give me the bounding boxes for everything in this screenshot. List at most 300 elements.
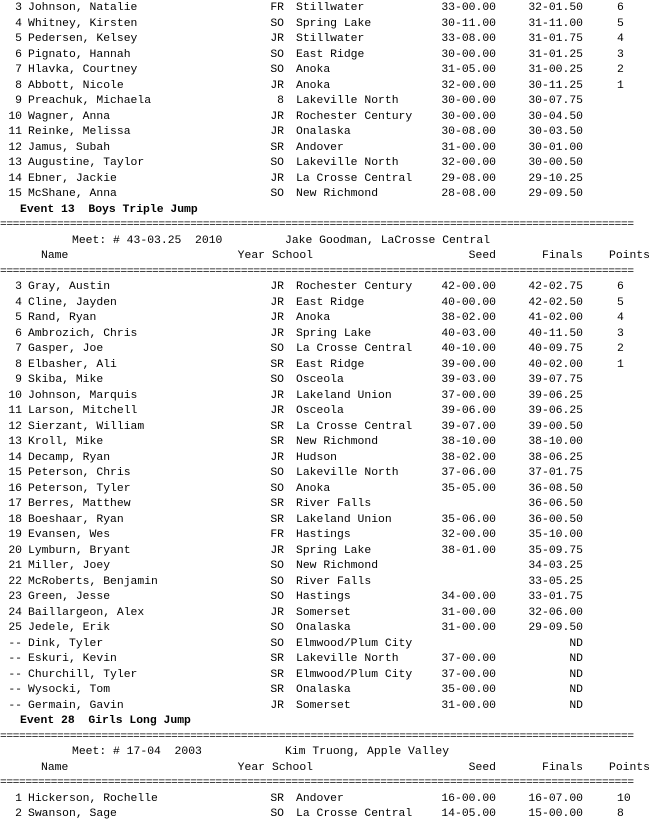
- table-row: [0, 94, 650, 110]
- final-mark: 39-06.25: [528, 405, 583, 417]
- year: JR: [270, 606, 284, 619]
- athlete-name: Berres, Matthew: [28, 498, 131, 510]
- table-row: [0, 699, 650, 715]
- athlete-name: Ambrozich, Chris: [28, 327, 138, 340]
- table-row: [0, 668, 650, 684]
- athlete-name: Peterson, Chris: [28, 467, 131, 479]
- school: Hastings: [296, 529, 351, 541]
- athlete-name: Evansen, Wes: [28, 529, 111, 541]
- table-row: [0, 420, 650, 436]
- place: --: [8, 637, 22, 650]
- school: Anoka: [296, 64, 331, 76]
- place: 24: [8, 606, 22, 619]
- col-points: Points: [608, 250, 650, 262]
- seed-mark: 30-00.00: [441, 95, 496, 107]
- seed-mark: 29-08.00: [441, 172, 496, 185]
- seed-mark: 14-05.00: [441, 808, 496, 820]
- year: SR: [270, 792, 284, 805]
- athlete-name: Pignato, Hannah: [28, 48, 131, 61]
- athlete-name: Dink, Tyler: [28, 637, 104, 650]
- school: La Crosse Central: [296, 172, 413, 185]
- table-row: [0, 79, 650, 95]
- seed-mark: 30-00.00: [441, 48, 496, 61]
- place: 10: [8, 110, 22, 123]
- seed-mark: 34-00.00: [441, 591, 496, 603]
- points: 3: [617, 48, 624, 61]
- athlete-name: Boeshaar, Ryan: [28, 513, 124, 526]
- seed-mark: 38-02.00: [441, 451, 496, 464]
- year: SO: [270, 17, 284, 30]
- year: SR: [270, 141, 284, 154]
- table-row: [0, 482, 650, 498]
- year: SO: [270, 622, 284, 634]
- col-finals: Finals: [541, 250, 583, 262]
- athlete-name: Green, Jesse: [28, 591, 111, 603]
- seed-mark: 37-06.00: [441, 467, 496, 479]
- points: 6: [617, 281, 624, 293]
- points: 1: [617, 79, 624, 92]
- seed-mark: 35-00.00: [441, 684, 496, 696]
- school: Somerset: [296, 699, 351, 712]
- athlete-name: Miller, Joey: [28, 560, 111, 572]
- year: SO: [270, 467, 284, 479]
- school: Hudson: [296, 451, 338, 464]
- school: Lakeland Union: [296, 513, 392, 526]
- table-row: [0, 141, 650, 157]
- table-row: [0, 466, 650, 482]
- final-mark: 38-10.00: [528, 436, 583, 448]
- athlete-name: Gray, Austin: [28, 281, 111, 293]
- column-header: [0, 761, 650, 777]
- school: Osceola: [296, 405, 344, 417]
- table-row: [0, 358, 650, 374]
- year: JR: [270, 405, 284, 417]
- place: 3: [15, 2, 22, 14]
- table-row: [0, 807, 650, 823]
- col-school: School: [272, 250, 314, 262]
- final-mark: 31-11.00: [528, 17, 583, 30]
- col-seed: Seed: [468, 250, 496, 262]
- year: JR: [270, 79, 284, 92]
- final-mark: 38-06.25: [528, 451, 583, 464]
- seed-mark: 30-11.00: [441, 17, 496, 30]
- seed-mark: 37-00.00: [441, 389, 496, 402]
- table-row: [0, 156, 650, 172]
- place: 25: [8, 622, 22, 634]
- athlete-name: Germain, Gavin: [28, 699, 124, 712]
- place: 6: [15, 48, 22, 61]
- points: 10: [617, 792, 631, 805]
- school: Rochester Century: [296, 281, 413, 293]
- meet-record-line: [0, 234, 650, 250]
- final-mark: 30-07.75: [528, 95, 583, 107]
- meet-record: Meet: # 43-03.25 2010: [72, 234, 223, 247]
- school: Spring Lake: [296, 544, 372, 557]
- seed-mark: 31-00.00: [441, 622, 496, 634]
- place: 15: [8, 188, 22, 200]
- athlete-name: Skiba, Mike: [28, 374, 104, 386]
- final-mark: ND: [569, 637, 583, 650]
- seed-mark: 32-00.00: [441, 529, 496, 541]
- year: JR: [270, 544, 284, 557]
- table-row: [0, 327, 650, 343]
- points: 5: [617, 296, 624, 309]
- col-school: School: [272, 761, 314, 774]
- athlete-name: Gasper, Joe: [28, 343, 104, 355]
- points: 3: [617, 327, 624, 340]
- final-mark: ND: [569, 653, 583, 665]
- school: La Crosse Central: [296, 420, 413, 433]
- seed-mark: 40-10.00: [441, 343, 496, 355]
- athlete-name: Jedele, Erik: [28, 622, 111, 634]
- final-mark: 41-02.00: [528, 312, 583, 324]
- year: SO: [270, 575, 284, 588]
- seed-mark: 33-00.00: [441, 2, 496, 14]
- athlete-name: Sierzant, William: [28, 420, 145, 433]
- athlete-name: Preachuk, Michaela: [28, 95, 152, 107]
- seed-mark: 32-00.00: [441, 79, 496, 92]
- school: Onalaska: [296, 684, 351, 696]
- school: River Falls: [296, 498, 372, 510]
- final-mark: 30-03.50: [528, 126, 583, 138]
- separator-rule: ====================================================================================================: [0, 265, 634, 278]
- year: SO: [270, 591, 284, 603]
- place: 23: [8, 591, 22, 603]
- table-row: [0, 513, 650, 529]
- place: 14: [8, 451, 22, 464]
- place: 9: [15, 95, 22, 107]
- points: 2: [617, 64, 624, 76]
- seed-mark: 32-00.00: [441, 157, 496, 169]
- athlete-name: Reinke, Melissa: [28, 126, 131, 138]
- athlete-name: Eskuri, Kevin: [28, 653, 117, 665]
- points: 1: [617, 358, 624, 371]
- final-mark: 39-06.25: [528, 389, 583, 402]
- school: Elmwood/Plum City: [296, 668, 413, 681]
- athlete-name: Cline, Jayden: [28, 296, 117, 309]
- year: SO: [270, 374, 284, 386]
- seed-mark: 37-00.00: [441, 653, 496, 665]
- final-mark: 31-01.75: [528, 33, 583, 45]
- year: SO: [270, 482, 284, 495]
- school: East Ridge: [296, 358, 365, 371]
- seed-mark: 38-01.00: [441, 544, 496, 557]
- athlete-name: McShane, Anna: [28, 188, 117, 200]
- school: Elmwood/Plum City: [296, 637, 413, 650]
- table-row: [0, 792, 650, 808]
- school: East Ridge: [296, 48, 365, 61]
- event-title: [0, 714, 650, 730]
- year: SO: [270, 64, 284, 76]
- table-row: [0, 280, 650, 296]
- col-points: Points: [608, 761, 650, 774]
- athlete-name: Johnson, Marquis: [28, 389, 138, 402]
- table-row: [0, 559, 650, 575]
- final-mark: 35-10.00: [528, 529, 583, 541]
- place: 1: [15, 792, 22, 805]
- athlete-name: Larson, Mitchell: [28, 405, 138, 417]
- seed-mark: 38-10.00: [441, 436, 496, 448]
- place: 5: [15, 312, 22, 324]
- year: SR: [270, 684, 284, 696]
- final-mark: 35-09.75: [528, 544, 583, 557]
- athlete-name: Baillargeon, Alex: [28, 606, 145, 619]
- place: 9: [15, 374, 22, 386]
- points: 4: [617, 33, 624, 45]
- col-year: Year: [237, 250, 265, 262]
- place: --: [8, 668, 22, 681]
- place: 18: [8, 513, 22, 526]
- table-row: [0, 172, 650, 188]
- seed-mark: 39-03.00: [441, 374, 496, 386]
- points: 5: [617, 17, 624, 30]
- year: SR: [270, 420, 284, 433]
- table-row: [0, 637, 650, 653]
- table-row: [0, 435, 650, 451]
- final-mark: 30-11.25: [528, 79, 583, 92]
- school: New Richmond: [296, 188, 379, 200]
- place: 7: [15, 64, 22, 76]
- athlete-name: Kroll, Mike: [28, 436, 104, 448]
- seed-mark: 30-00.00: [441, 110, 496, 123]
- place: 13: [8, 436, 22, 448]
- school: Andover: [296, 792, 344, 805]
- athlete-name: Hlavka, Courtney: [28, 64, 138, 76]
- table-row: [0, 497, 650, 513]
- school: Lakeland Union: [296, 389, 392, 402]
- athlete-name: Lymburn, Bryant: [28, 544, 131, 557]
- table-row: [0, 17, 650, 33]
- place: 10: [8, 389, 22, 402]
- final-mark: 31-00.25: [528, 64, 583, 76]
- table-row: [0, 48, 650, 64]
- table-row: [0, 606, 650, 622]
- athlete-name: Rand, Ryan: [28, 312, 97, 324]
- seed-mark: 39-06.00: [441, 405, 496, 417]
- year: SO: [270, 343, 284, 355]
- final-mark: 30-00.50: [528, 157, 583, 169]
- final-mark: 39-07.75: [528, 374, 583, 386]
- school: Stillwater: [296, 2, 365, 14]
- place: 2: [15, 808, 22, 820]
- separator-rule: ====================================================================================================: [0, 219, 634, 231]
- place: 12: [8, 420, 22, 433]
- year: SR: [270, 653, 284, 665]
- event-title-text: Event 13 Boys Triple Jump: [20, 203, 198, 216]
- table-row: [0, 528, 650, 544]
- seed-mark: 39-00.00: [441, 358, 496, 371]
- final-mark: 36-00.50: [528, 513, 583, 526]
- year: SR: [270, 436, 284, 448]
- athlete-name: Pedersen, Kelsey: [28, 33, 138, 45]
- year: JR: [270, 296, 284, 309]
- athlete-name: McRoberts, Benjamin: [28, 575, 158, 588]
- athlete-name: Decamp, Ryan: [28, 451, 111, 464]
- column-header: [0, 249, 650, 265]
- event-title-text: Event 28 Girls Long Jump: [20, 715, 191, 727]
- place: 15: [8, 467, 22, 479]
- col-name: Name: [41, 250, 69, 262]
- year: JR: [270, 699, 284, 712]
- school: Lakeville North: [296, 157, 399, 169]
- school: La Crosse Central: [296, 808, 413, 820]
- school: La Crosse Central: [296, 343, 413, 355]
- year: JR: [270, 172, 284, 185]
- place: 8: [15, 358, 22, 371]
- place: 8: [15, 79, 22, 92]
- final-mark: 16-07.00: [528, 792, 583, 805]
- place: 19: [8, 529, 22, 541]
- school: Stillwater: [296, 33, 365, 45]
- col-name: Name: [41, 761, 69, 774]
- points: 4: [617, 312, 624, 324]
- table-row: [0, 187, 650, 203]
- school: Anoka: [296, 79, 331, 92]
- athlete-name: Augustine, Taylor: [28, 157, 145, 169]
- final-mark: 42-02.50: [528, 296, 583, 309]
- separator-rule: ====================================================================================================: [0, 730, 634, 743]
- table-row: [0, 63, 650, 79]
- table-row: [0, 590, 650, 606]
- table-row: [0, 683, 650, 699]
- col-year: Year: [237, 761, 265, 774]
- final-mark: ND: [569, 699, 583, 712]
- seed-mark: 37-00.00: [441, 668, 496, 681]
- place: 4: [15, 17, 22, 30]
- table-row: [0, 404, 650, 420]
- place: 22: [8, 575, 22, 588]
- final-mark: ND: [569, 668, 583, 681]
- athlete-name: Churchill, Tyler: [28, 668, 138, 681]
- final-mark: 29-10.25: [528, 172, 583, 185]
- final-mark: 40-02.00: [528, 358, 583, 371]
- meet-record-line: [0, 745, 650, 761]
- final-mark: 30-01.00: [528, 141, 583, 154]
- athlete-name: Wagner, Anna: [28, 110, 111, 123]
- year: SR: [270, 358, 284, 371]
- year: SO: [270, 637, 284, 650]
- final-mark: 36-06.50: [528, 498, 583, 510]
- school: Lakeville North: [296, 95, 399, 107]
- year: JR: [270, 110, 284, 123]
- year: JR: [270, 126, 284, 138]
- place: 16: [8, 482, 22, 495]
- school: Somerset: [296, 606, 351, 619]
- year: 8: [277, 95, 284, 107]
- seed-mark: 42-00.00: [441, 281, 496, 293]
- year: FR: [270, 529, 284, 541]
- year: JR: [270, 33, 284, 45]
- year: SR: [270, 513, 284, 526]
- year: FR: [270, 2, 284, 14]
- final-mark: 36-08.50: [528, 482, 583, 495]
- athlete-name: Ebner, Jackie: [28, 172, 117, 185]
- meet-record: Meet: # 17-04 2003: [72, 746, 202, 758]
- place: 17: [8, 498, 22, 510]
- school: Andover: [296, 141, 344, 154]
- final-mark: ND: [569, 684, 583, 696]
- seed-mark: 16-00.00: [441, 792, 496, 805]
- separator-rule: ====================================================================================================: [0, 777, 634, 789]
- seed-mark: 30-08.00: [441, 126, 496, 138]
- year: SO: [270, 808, 284, 820]
- final-mark: 42-02.75: [528, 281, 583, 293]
- table-row: [0, 32, 650, 48]
- seed-mark: 33-08.00: [441, 33, 496, 45]
- seed-mark: 40-00.00: [441, 296, 496, 309]
- table-row: [0, 451, 650, 467]
- place: 14: [8, 172, 22, 185]
- final-mark: 40-09.75: [528, 343, 583, 355]
- school: Hastings: [296, 591, 351, 603]
- place: 13: [8, 157, 22, 169]
- points: 2: [617, 343, 624, 355]
- school: Rochester Century: [296, 110, 413, 123]
- school: Lakeville North: [296, 653, 399, 665]
- table-row: [0, 311, 650, 327]
- event-title: [0, 203, 650, 219]
- seed-mark: 40-03.00: [441, 327, 496, 340]
- seed-mark: 35-05.00: [441, 482, 496, 495]
- school: Spring Lake: [296, 17, 372, 30]
- record-holder: Kim Truong, Apple Valley: [285, 746, 450, 758]
- school: Anoka: [296, 482, 331, 495]
- athlete-name: Jamus, Subah: [28, 141, 111, 154]
- final-mark: 33-05.25: [528, 575, 583, 588]
- final-mark: 39-00.50: [528, 420, 583, 433]
- year: SO: [270, 48, 284, 61]
- final-mark: 29-09.50: [528, 622, 583, 634]
- table-row: [0, 342, 650, 358]
- table-row: [0, 110, 650, 126]
- place: 3: [15, 281, 22, 293]
- table-row: [0, 1, 650, 17]
- final-mark: 32-06.00: [528, 606, 583, 619]
- table-row: [0, 373, 650, 389]
- athlete-name: Swanson, Sage: [28, 808, 117, 820]
- year: JR: [270, 451, 284, 464]
- year: SR: [270, 498, 284, 510]
- table-row: [0, 296, 650, 312]
- seed-mark: 39-07.00: [441, 420, 496, 433]
- school: Onalaska: [296, 126, 351, 138]
- school: Onalaska: [296, 622, 351, 634]
- table-row: [0, 652, 650, 668]
- seed-mark: 31-00.00: [441, 606, 496, 619]
- place: 7: [15, 343, 22, 355]
- place: --: [8, 699, 22, 712]
- athlete-name: Peterson, Tyler: [28, 482, 131, 495]
- athlete-name: Wysocki, Tom: [28, 684, 111, 696]
- seed-mark: 35-06.00: [441, 513, 496, 526]
- school: New Richmond: [296, 560, 379, 572]
- place: 20: [8, 544, 22, 557]
- year: JR: [270, 312, 284, 324]
- athlete-name: Johnson, Natalie: [28, 2, 138, 14]
- table-row: [0, 575, 650, 591]
- place: 5: [15, 33, 22, 45]
- seed-mark: 31-00.00: [441, 699, 496, 712]
- table-row: [0, 544, 650, 560]
- table-row: [0, 621, 650, 637]
- year: SR: [270, 668, 284, 681]
- place: 4: [15, 296, 22, 309]
- final-mark: 32-01.50: [528, 2, 583, 14]
- place: 11: [8, 126, 22, 138]
- col-seed: Seed: [468, 761, 496, 774]
- athlete-name: Whitney, Kirsten: [28, 17, 138, 30]
- school: Lakeville North: [296, 467, 399, 479]
